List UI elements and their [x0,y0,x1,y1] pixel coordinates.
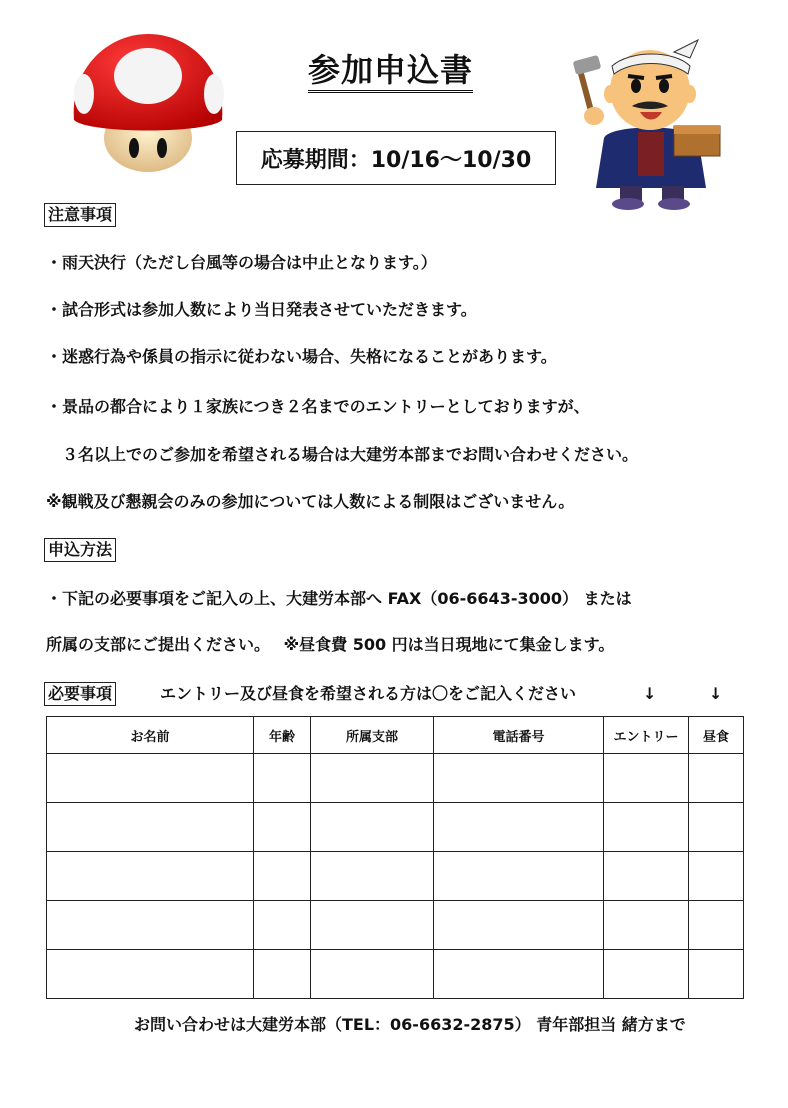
note-line: ３名以上でのご参加を希望される場合は大建労本部までお問い合わせください。 [46,445,639,464]
down-arrow-icon: ↓ [709,684,723,703]
entry-cell[interactable] [604,950,689,999]
branch-cell[interactable] [311,754,434,803]
header-phone: 電話番号 [434,717,604,754]
required-label: 必要事項 [44,682,116,706]
entry-table [46,716,744,999]
note-line: ・迷惑行為や係員の指示に従わない場合、失格になることがあります。 [46,347,557,366]
name-cell[interactable] [47,901,254,950]
table-row [47,901,744,950]
lunch-cell[interactable] [689,901,744,950]
age-cell[interactable] [254,950,311,999]
required-instruction: エントリー及び昼食を希望される方は〇をご記入ください [160,684,577,703]
table-row [47,803,744,852]
age-cell[interactable] [254,803,311,852]
note-line: ・景品の都合により１家族につき２名までのエントリーとしておりますが、 [46,397,590,416]
application-period: 応募期間：10/16～10/30 [236,131,556,185]
lunch-cell[interactable] [689,754,744,803]
entry-cell[interactable] [604,852,689,901]
mushroom-icon [68,28,228,178]
age-cell[interactable] [254,852,311,901]
name-cell[interactable] [47,754,254,803]
lunch-cell[interactable] [689,803,744,852]
name-cell[interactable] [47,852,254,901]
age-cell[interactable] [254,754,311,803]
method-line: ・下記の必要事項をご記入の上、大建労本部へ FAX（06-6643-3000） または [46,589,632,608]
name-cell[interactable] [47,803,254,852]
branch-cell[interactable] [311,901,434,950]
header-entry: エントリー [604,717,689,754]
branch-cell[interactable] [311,950,434,999]
lunch-cell[interactable] [689,852,744,901]
header-lunch: 昼食 [689,717,744,754]
table-row [47,852,744,901]
phone-cell[interactable] [434,852,604,901]
phone-cell[interactable] [434,803,604,852]
table-header-row [47,717,744,754]
branch-cell[interactable] [311,803,434,852]
method-line: 所属の支部にご提出ください。 ※昼食費 500 円は当日現地にて集金します。 [46,635,615,654]
note-line: ※観戦及び懇親会のみの参加については人数による制限はございません。 [46,492,575,511]
name-cell[interactable] [47,950,254,999]
table-row [47,950,744,999]
contact-footer: お問い合わせは大建労本部（TEL：06-6632-2875） 青年部担当 緒方まで [134,1015,686,1034]
age-cell[interactable] [254,901,311,950]
entry-cell[interactable] [604,754,689,803]
entry-cell[interactable] [604,803,689,852]
down-arrow-icon: ↓ [643,684,657,703]
method-label: 申込方法 [44,538,116,562]
phone-cell[interactable] [434,901,604,950]
phone-cell[interactable] [434,754,604,803]
page-title: 参加申込書 [308,50,473,93]
phone-cell[interactable] [434,950,604,999]
header-age: 年齢 [254,717,311,754]
branch-cell[interactable] [311,852,434,901]
header-branch: 所属支部 [311,717,434,754]
entry-cell[interactable] [604,901,689,950]
notes-label: 注意事項 [44,203,116,227]
carpenter-character-icon [570,28,732,212]
header-name: お名前 [47,717,254,754]
note-line: ・雨天決行（ただし台風等の場合は中止となります。） [46,253,437,272]
lunch-cell[interactable] [689,950,744,999]
note-line: ・試合形式は参加人数により当日発表させていただきます。 [46,300,477,319]
table-row [47,754,744,803]
